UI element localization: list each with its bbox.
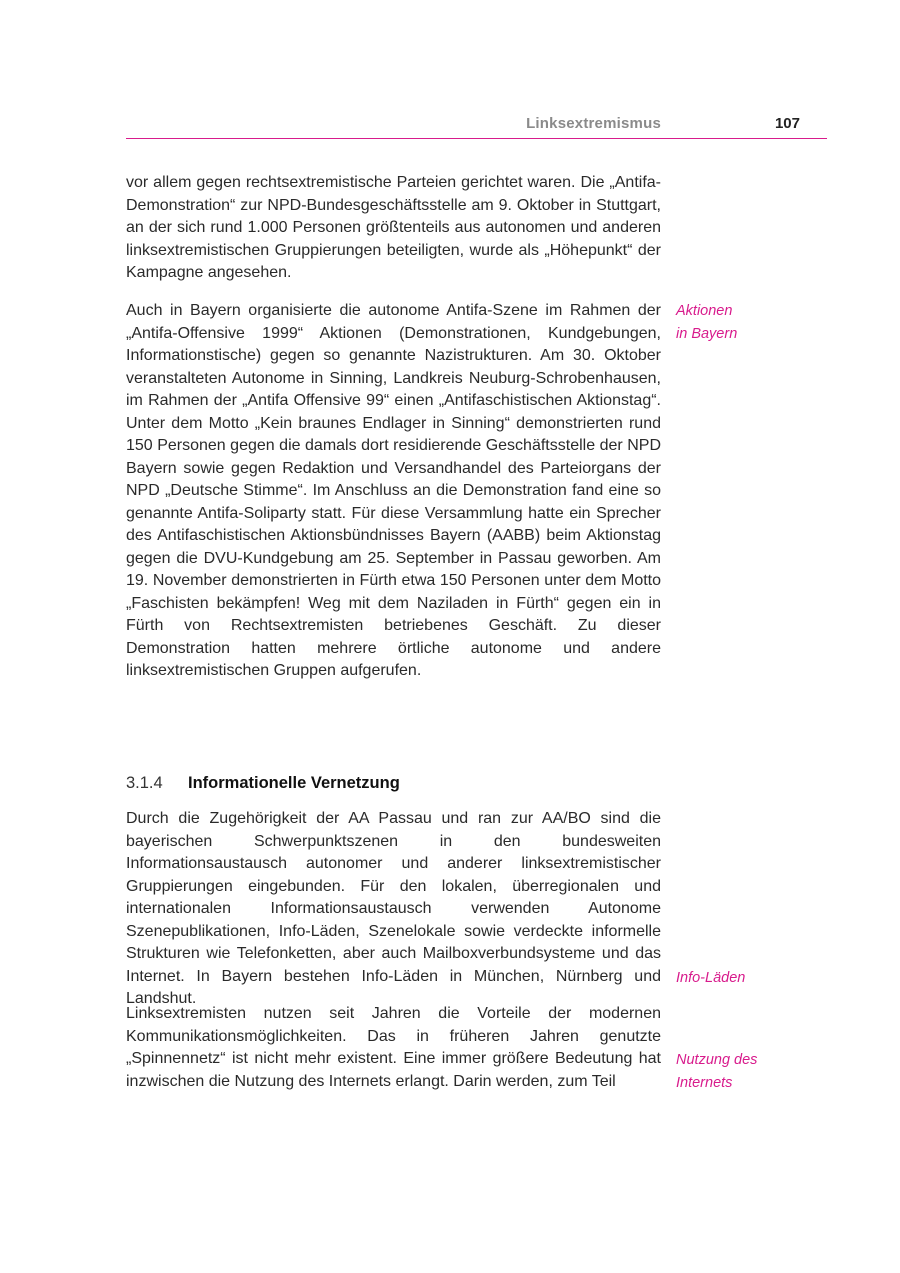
running-title: Linksextremismus [526,115,661,132]
margin-note-aktionen: Aktionen in Bayern [676,303,738,342]
page-number: 107 [774,115,800,132]
margin-note-info-laeden: Info-Läden [676,970,746,986]
paragraph-3: Durch die Zugehörigkeit der AA Passau und ran zur AA/BO sind die bayerischen Schwerpunktszenen in den bundesweiten Informationsaustausch autonomer und anderer linksextremistischer Gruppierungen eingebunden. Für den lokalen, überregionalen und internationalen Informationsaustausch verwenden Autonome Szenepublikationen, Info-Läden, Szenelokale sowie verdeckte informelle Strukturen wie Telefonketten, aber auch Mailboxverbundsysteme und das Internet. In Bayern bestehen Info-Läden in München, Nürnberg und Landshut. [126,810,661,1007]
paragraph-4: Linksextremisten nutzen seit Jahren die Vorteile der modernen Kommunikationsmöglichkeiten. Das in früheren Jahren genutzte „Spinnennetz“ ist nicht mehr existent. Eine immer größere Bedeutung hat inzwischen die Nutzung des Internets erlangt. Darin werden, zum Teil [126,1005,661,1090]
margin-note-internet: Nutzung des Internets [676,1052,758,1091]
section-heading [126,774,400,793]
section-number: 3.1.4 [126,774,163,792]
section-title: Informationelle Vernetzung [188,774,400,792]
paragraph-1: vor allem gegen rechtsextremistische Parteien gerichtet waren. Die „Antifa-Demonstration“ zur NPD-Bundesgeschäftsstelle am 9. Oktober in Stuttgart, an der sich rund 1.000 Personen größtenteils aus autonomen und anderen linksextremistischen Gruppierungen beteiligten, wurde als „Höhepunkt“ der Kampagne angesehen. [126,174,661,281]
running-header [126,112,827,139]
paragraph-2: Auch in Bayern organisierte die autonome Antifa-Szene im Rahmen der „Antifa-Offensive 1999“ Aktionen (Demonstrationen, Kundgebungen, Informationstische) gegen so genannte Nazistrukturen. Am 30. Oktober veranstalteten Autonome in Sinning, Landkreis Neuburg-Schrobenhausen, im Rahmen der „Antifa Offensive 99“ einen „Antifaschistischen Aktionstag“. Unter dem Motto „Kein braunes Endlager in Sinning“ demonstrierten rund 150 Personen gegen die damals dort residierende Geschäftsstelle der NPD Bayern sowie gegen Redaktion und Versandhandel des Parteiorgans der NPD „Deutsche Stimme“. Im Anschluss an die Demonstration fand eine so genannte Antifa-Soliparty statt. Für diese Versammlung hatte ein Sprecher des Antifaschistischen Aktionsbündnisses Bayern (AABB) beim Aktionstag gegen die DVU-Kundgebung am 25. September in Passau geworben. Am 19. November demonstrierten in Fürth etwa 150 Personen unter dem Motto „Faschisten bekämpfen! Weg mit dem Naziladen in Fürth“ gegen ein in Fürth von Rechtsextremisten betriebenes Geschäft. Zu dieser Demonstration hatten mehrere örtliche autonome und andere linksextremistischen Gruppen aufgerufen. [126,302,661,679]
